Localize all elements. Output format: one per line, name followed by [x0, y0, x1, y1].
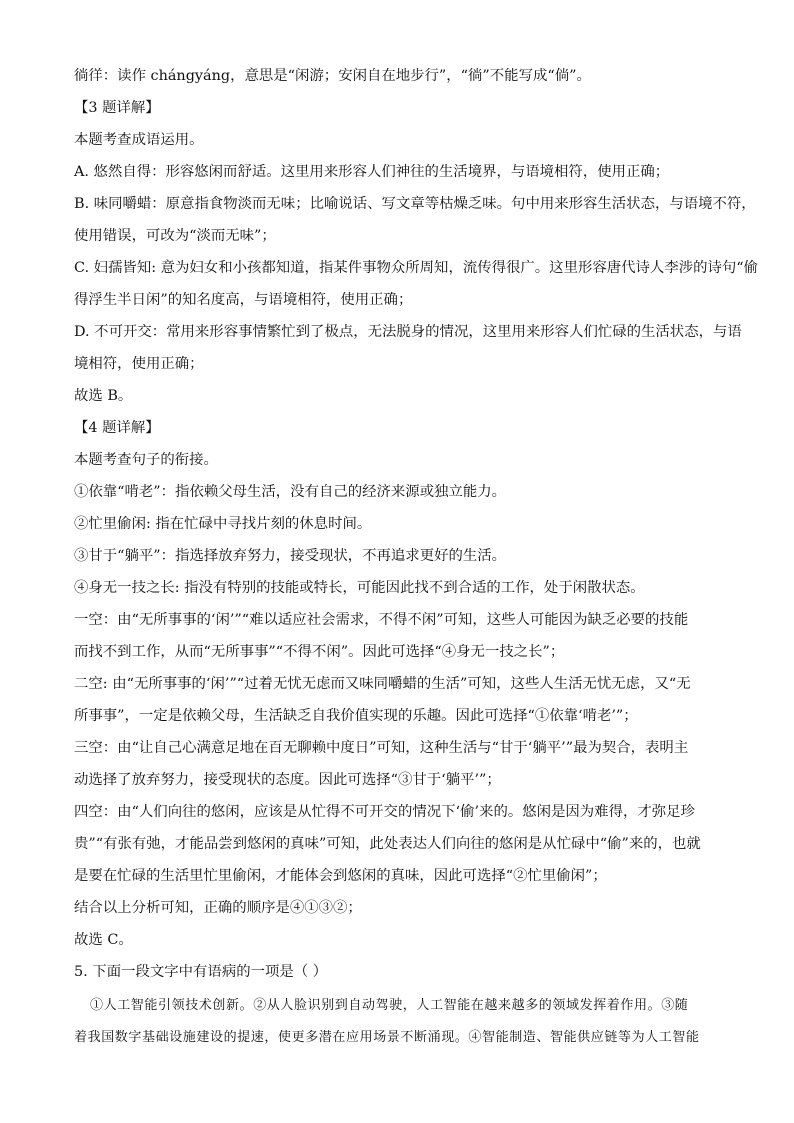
option-d: D. 不可开交：常用来形容事情繁忙到了极点，无法脱身的情况，这里用来形容人们忙碌的生活状态，与语 — [74, 324, 742, 340]
text-line: 得浮生半日闲”的知名度高，与语境相符，使用正确； — [74, 292, 413, 308]
option-a: A. 悠然自得：形容悠闲而舒适。这里用来形容人们神往的生活境界，与语境相符，使用正确； — [74, 164, 670, 180]
text-line: 本题考查成语运用。 — [74, 132, 204, 148]
option-c: C. 妇孺皆知: 意为妇女和小孩都知道，指某件事物众所周知，流传得很广。这里形容唐代诗人李涉的诗句“偷 — [74, 260, 759, 276]
blank-4-analysis: 四空：由“人们向往的悠闲，应该是从忙得不可开交的情况下‘偷’来的。悠闲是因为难得，才弥足珍 — [74, 804, 695, 820]
blank-1-analysis: 一空：由“无所事事的‘闲’”“难以适应社会需求，不得不闲”可知，这些人可能因为缺乏必要的技能 — [74, 612, 689, 628]
text-line: 动选择了放弃努力，接受现状的态度。因此可选择“③甘于‘躺平’”； — [74, 772, 501, 788]
item-3: ③甘于“躺平”：指选择放弃努力，接受现状，不再追求更好的生活。 — [74, 548, 507, 564]
text-line: 贵”“有张有弛，才能品尝到悠闲的真味”可知，此处表达人们向往的悠闲是从忙碌中“偷”来的，也就 — [74, 836, 701, 852]
text-line: 是要在忙碌的生活里忙里偷闲，才能体会到悠闲的真味，因此可选择“②忙里偷闲”； — [74, 868, 607, 884]
blank-3-analysis: 三空：由“让自己心满意足地在百无聊赖中度日”可知，这种生活与“甘于‘躺平’”最为契合，表明主 — [74, 740, 689, 756]
text-line: 本题考查句子的衔接。 — [74, 452, 218, 468]
text-line: 境相符，使用正确； — [74, 356, 204, 372]
question-5-title: 5. 下面一段文字中有语病的一项是（ ） — [74, 964, 328, 980]
item-4: ④身无一技之长: 指没有特别的技能或特长，可能因此找不到合适的工作，处于闲散状态。 — [74, 580, 645, 596]
option-b: B. 味同嚼蜡：原意指食物淡而无味；比喻说话、写文章等枯燥乏味。句中用来形容生活状态，与语境不符， — [74, 196, 756, 212]
blank-2-analysis: 二空: 由“无所事事的‘闲’”“过着无忧无虑而又味同嚼蜡的生活”可知，这些人生活无忧无虑，又“无 — [74, 676, 691, 692]
item-2: ②忙里偷闲: 指在忙碌中寻找片刻的休息时间。 — [74, 516, 372, 532]
passage-line: ①人工智能引领技术创新。②从人脸识别到自动驾驶，人工智能在越来越多的领域发挥着作用。③随 — [90, 998, 689, 1013]
conclusion-line: 结合以上分析可知，正确的顺序是④①③②； — [74, 900, 362, 916]
text-line: 使用错误，可改为“淡而无味”； — [74, 228, 276, 244]
answer-line: 故选 B。 — [74, 388, 133, 404]
answer-line: 故选 C。 — [74, 932, 133, 948]
section-heading: 【4 题详解】 — [74, 420, 160, 436]
text-line: 徜徉：读作 chángyáng，意思是“闲游；安闲自在地步行”，“徜”不能写成“倘”。 — [74, 68, 591, 84]
item-1: ①依靠“啃老”：指依赖父母生活，没有自己的经济来源或独立能力。 — [74, 484, 507, 500]
passage-line: 着我国数字基础设施建设的提速，使更多潜在应用场景不断涌现。④智能制造、智能供应链等为人工智能 — [74, 1030, 700, 1045]
text-line: 所事事”，一定是依赖父母，生活缺乏自我价值实现的乐趣。因此可选择“①依靠‘啃老’”； — [74, 708, 638, 724]
section-heading: 【3 题详解】 — [74, 100, 160, 116]
text-line: 而找不到工作，从而“无所事事”“不得不闲”。因此可选择“④身无一技之长”； — [74, 644, 565, 660]
